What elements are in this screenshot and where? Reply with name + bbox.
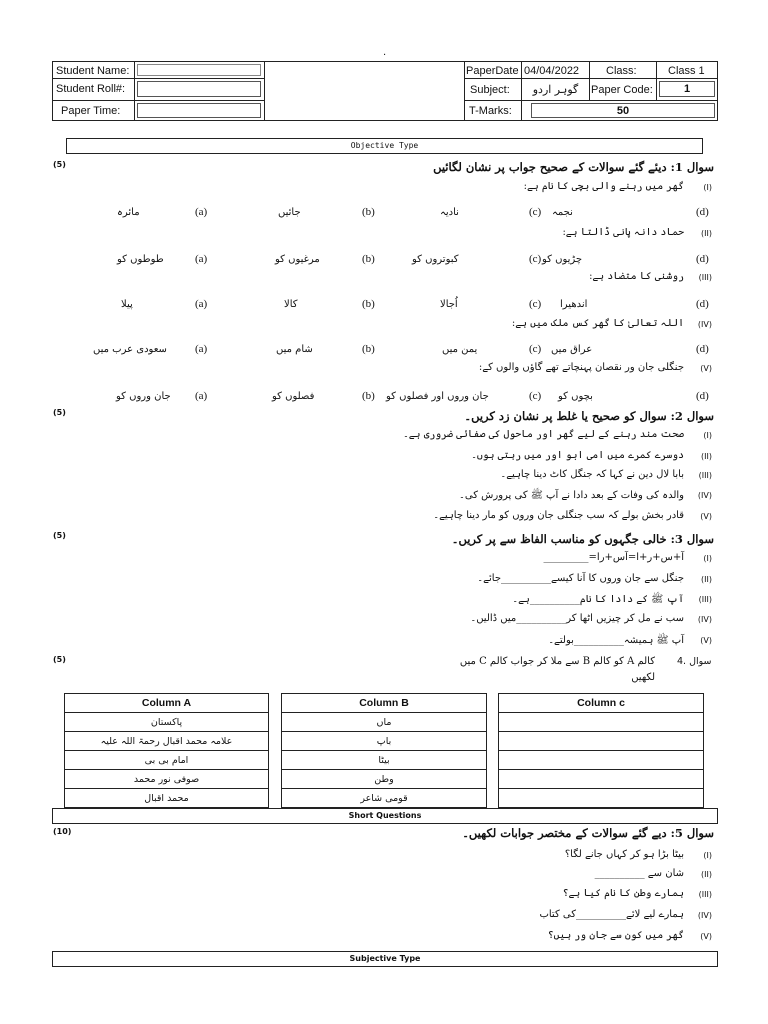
q3-item-number: (II) bbox=[701, 575, 712, 584]
q1-item2-option-d[interactable]: چڑیوں کو bbox=[542, 254, 583, 265]
q2-item-text: بابا لال دین نے کہا کہ جنگل کاٹ دینا چاہیے۔ bbox=[500, 469, 684, 480]
subject-value: گوہر اردو bbox=[532, 83, 579, 96]
q1-item3-option-b[interactable]: کالا bbox=[284, 299, 298, 310]
q4-title-line2: لکھیں bbox=[631, 672, 655, 683]
option-letter-a: (a) bbox=[195, 390, 208, 402]
student-name-label: Student Name: bbox=[56, 64, 130, 77]
column-a-header: Column A bbox=[65, 694, 269, 713]
q3-item-text: جنگل سے جان وروں کا آنا کیسے__________جائے۔ bbox=[477, 573, 684, 584]
column-a-cell: صوفی نور محمد bbox=[65, 770, 269, 789]
option-letter-a: (a) bbox=[195, 343, 208, 355]
short-questions-label: Short Questions bbox=[348, 811, 422, 820]
subject-label: Subject: bbox=[470, 83, 510, 96]
short-questions-bar bbox=[52, 808, 718, 824]
q4-title: کالم A کو کالم B سے ملا کر جواب کالم C میں bbox=[459, 656, 655, 667]
column-b-cell: بیٹا bbox=[282, 751, 487, 770]
divider bbox=[656, 62, 657, 101]
top-dot: · bbox=[383, 50, 387, 61]
q3-item-text: آ+س+ر+ا=آس+را=_________ bbox=[543, 552, 684, 563]
divider bbox=[264, 62, 265, 120]
q1-item-text: حماد دانہ پانی ڈالتا ہے: bbox=[562, 227, 684, 238]
student-roll-field[interactable] bbox=[137, 81, 261, 97]
q1-item5-option-b[interactable]: فصلوں کو bbox=[272, 391, 315, 402]
q2-item-text: دوسرے کمرے میں امی ابو اور میں رہتی ہوں۔ bbox=[471, 450, 684, 461]
header-table bbox=[52, 61, 718, 121]
column-b-cell: ماں bbox=[282, 713, 487, 732]
option-letter-c: (c) bbox=[529, 343, 542, 355]
q5-item-number: (V) bbox=[700, 932, 712, 941]
divider bbox=[464, 62, 465, 120]
q1-item4-option-d[interactable]: عراق میں bbox=[551, 344, 593, 355]
column-b-cell: قومی شاعر bbox=[282, 789, 487, 808]
paper-date-label: PaperDate bbox=[466, 64, 519, 77]
q3-item-text: سب نے مل کر چیزیں اٹھا کر__________میں ڈالیں۔ bbox=[470, 613, 684, 624]
tmarks-label: T-Marks: bbox=[469, 104, 512, 117]
q5-item-text: ہمارے وطن کا نام کیا ہے؟ bbox=[562, 888, 684, 899]
q3-item-number: (I) bbox=[703, 554, 712, 563]
q4-marks: (5) bbox=[53, 655, 66, 664]
divider bbox=[134, 62, 135, 120]
column-a-cell: محمد اقبال bbox=[65, 789, 269, 808]
q2-marks: (5) bbox=[53, 408, 66, 417]
q1-item-number: (III) bbox=[698, 273, 712, 282]
column-c-header: Column c bbox=[499, 694, 704, 713]
option-letter-b: (b) bbox=[362, 298, 375, 310]
paper-time-label: Paper Time: bbox=[61, 104, 121, 117]
q2-title: سوال 2: سوال کو صحیح یا غلط پر نشان زد کریں۔ bbox=[464, 409, 714, 423]
divider bbox=[589, 62, 590, 101]
q1-item1-option-b[interactable]: جائیں bbox=[278, 207, 301, 218]
q5-item-number: (IV) bbox=[697, 911, 712, 920]
divider bbox=[53, 78, 264, 79]
q3-item-number: (III) bbox=[698, 595, 712, 604]
q1-item4-option-a[interactable]: سعودی عرب میں bbox=[93, 344, 167, 355]
divider bbox=[521, 62, 522, 120]
column-c-answer-cell[interactable] bbox=[499, 713, 704, 732]
option-letter-d: (d) bbox=[696, 253, 709, 265]
q3-item-text: آپ ﷺ ہمیشہ__________بولتے۔ bbox=[548, 635, 684, 646]
tmarks-value: 50 bbox=[616, 104, 630, 117]
q1-item5-option-c[interactable]: جان وروں اور فصلوں کو bbox=[386, 391, 489, 402]
divider bbox=[53, 100, 264, 101]
q1-item5-option-a[interactable]: جان وروں کو bbox=[116, 391, 171, 402]
q4-number: سوال .4 bbox=[677, 656, 712, 667]
q5-item-number: (I) bbox=[703, 851, 712, 860]
q1-item1-option-a[interactable]: مائرہ bbox=[117, 207, 140, 218]
option-letter-b: (b) bbox=[362, 390, 375, 402]
paper-code-label: Paper Code: bbox=[591, 83, 653, 96]
q1-item-number: (IV) bbox=[697, 320, 712, 329]
q1-item-number: (V) bbox=[700, 364, 712, 373]
column-c-table bbox=[498, 693, 704, 808]
q2-item-text: والدہ کی وفات کے بعد دادا نے آپ ﷺ کی پرورش کی۔ bbox=[459, 490, 684, 501]
q5-item-text: بیٹا بڑا ہو کر کہاں جانے لگا؟ bbox=[564, 849, 684, 860]
divider bbox=[464, 100, 718, 101]
q2-item-text: قادر بخش بولے کہ سب جنگلی جان وروں کو مار دینا چاہیے۔ bbox=[433, 510, 684, 521]
paper-date-value: 04/04/2022 bbox=[524, 64, 580, 77]
option-letter-d: (d) bbox=[696, 343, 709, 355]
option-letter-d: (d) bbox=[696, 390, 709, 402]
option-letter-c: (c) bbox=[529, 298, 542, 310]
q3-item-number: (V) bbox=[700, 636, 712, 645]
q2-item-number: (V) bbox=[700, 512, 712, 521]
q1-item3-option-a[interactable]: پیلا bbox=[121, 299, 133, 310]
q1-item-text: روشنی کا متضاد ہے: bbox=[589, 271, 684, 282]
q2-item-number: (I) bbox=[703, 431, 712, 440]
q5-item-text: شان سے __________ bbox=[594, 868, 684, 879]
option-letter-a: (a) bbox=[195, 206, 208, 218]
column-c-answer-cell[interactable] bbox=[499, 770, 704, 789]
option-letter-d: (d) bbox=[696, 206, 709, 218]
column-c-answer-cell[interactable] bbox=[499, 751, 704, 770]
column-b-cell: وطن bbox=[282, 770, 487, 789]
option-letter-b: (b) bbox=[362, 253, 375, 265]
option-letter-a: (a) bbox=[195, 298, 208, 310]
q1-item-number: (I) bbox=[703, 183, 712, 192]
student-name-field[interactable] bbox=[137, 64, 261, 76]
subjective-type-bar bbox=[52, 951, 718, 967]
q1-item4-option-b[interactable]: شام میں bbox=[276, 344, 313, 355]
q1-item1-option-c[interactable]: نادیہ bbox=[440, 207, 459, 218]
column-b-header: Column B bbox=[282, 694, 487, 713]
divider bbox=[464, 78, 718, 79]
column-b-table bbox=[281, 693, 487, 808]
q2-item-number: (II) bbox=[701, 452, 712, 461]
class-label: Class: bbox=[606, 64, 637, 77]
q3-item-number: (IV) bbox=[697, 615, 712, 624]
q1-item2-option-a[interactable]: طوطوں کو bbox=[117, 254, 164, 265]
q1-item2-option-b[interactable]: مرغیوں کو bbox=[275, 254, 320, 265]
column-b-cell: باپ bbox=[282, 732, 487, 751]
q1-item-number: (II) bbox=[701, 229, 712, 238]
student-roll-label: Student Roll#: bbox=[56, 83, 126, 95]
q2-item-text: صحت مند رہنے کے لیے گھر اور ماحول کی صفائی ضروری ہے۔ bbox=[402, 429, 684, 440]
q3-title: سوال 3: خالی جگہوں کو مناسب الفاظ سے پر کریں۔ bbox=[451, 532, 714, 546]
class-value: Class 1 bbox=[668, 64, 705, 77]
q1-item-text: اللہ تعالیٰ کا گھر کس ملک میں ہے: bbox=[511, 318, 684, 329]
q2-item-number: (IV) bbox=[697, 491, 712, 500]
column-a-table bbox=[64, 693, 269, 808]
option-letter-c: (c) bbox=[529, 253, 542, 265]
column-c-answer-cell[interactable] bbox=[499, 789, 704, 808]
q1-item4-option-c[interactable]: یمن میں bbox=[442, 344, 478, 355]
option-letter-b: (b) bbox=[362, 343, 375, 355]
column-a-cell: پاکستان bbox=[65, 713, 269, 732]
q2-item-number: (III) bbox=[698, 471, 712, 480]
q3-marks: (5) bbox=[53, 531, 66, 540]
q1-item2-option-c[interactable]: کبوتروں کو bbox=[412, 254, 459, 265]
q5-item-text: گھر میں کون سے جان ور ہیں؟ bbox=[547, 930, 684, 941]
q5-item-text: ہمارے لیے لائے__________کی کتاب bbox=[539, 909, 684, 920]
column-c-answer-cell[interactable] bbox=[499, 732, 704, 751]
q1-item3-option-c[interactable]: اُجالا bbox=[440, 299, 458, 310]
q1-item-text: گھر میں رہنے والی بچی کا نام ہے: bbox=[523, 181, 684, 192]
objective-type-bar bbox=[66, 138, 703, 154]
column-a-cell: امام بی بی bbox=[65, 751, 269, 770]
column-a-cell: علامہ محمد اقبال رحمۃ اللہ علیہ bbox=[65, 732, 269, 751]
option-letter-c: (c) bbox=[529, 390, 542, 402]
q1-item5-option-d[interactable]: بچوں کو bbox=[558, 391, 593, 402]
q1-marks: (5) bbox=[53, 160, 66, 169]
q5-item-number: (II) bbox=[701, 870, 712, 879]
paper-code-value: 1 bbox=[683, 83, 691, 95]
q1-item1-option-d[interactable]: نجمہ bbox=[552, 207, 573, 218]
objective-type-label: Objective Type bbox=[350, 141, 419, 150]
q5-title: سوال 5: دیے گئے سوالات کے مختصر جوابات لکھیں۔ bbox=[462, 826, 714, 840]
subjective-type-label: Subjective Type bbox=[349, 954, 421, 963]
paper-time-field[interactable] bbox=[137, 103, 261, 118]
option-letter-a: (a) bbox=[195, 253, 208, 265]
option-letter-c: (c) bbox=[529, 206, 542, 218]
option-letter-d: (d) bbox=[696, 298, 709, 310]
q5-marks: (10) bbox=[53, 827, 72, 836]
q5-item-number: (III) bbox=[698, 890, 712, 899]
q1-item-text: جنگلی جان ور نقصان پہنچاتے تھے گاؤں والوں کے: bbox=[478, 362, 684, 373]
q1-item3-option-d[interactable]: اندھیرا bbox=[560, 299, 588, 310]
q3-item-text: آپ ﷺ کے دادا کا نام__________ہے۔ bbox=[512, 594, 684, 605]
option-letter-b: (b) bbox=[362, 206, 375, 218]
q1-title: سوال 1: دیئے گئے سوالات کے صحیح جواب پر نشان لگائیں bbox=[433, 160, 714, 174]
